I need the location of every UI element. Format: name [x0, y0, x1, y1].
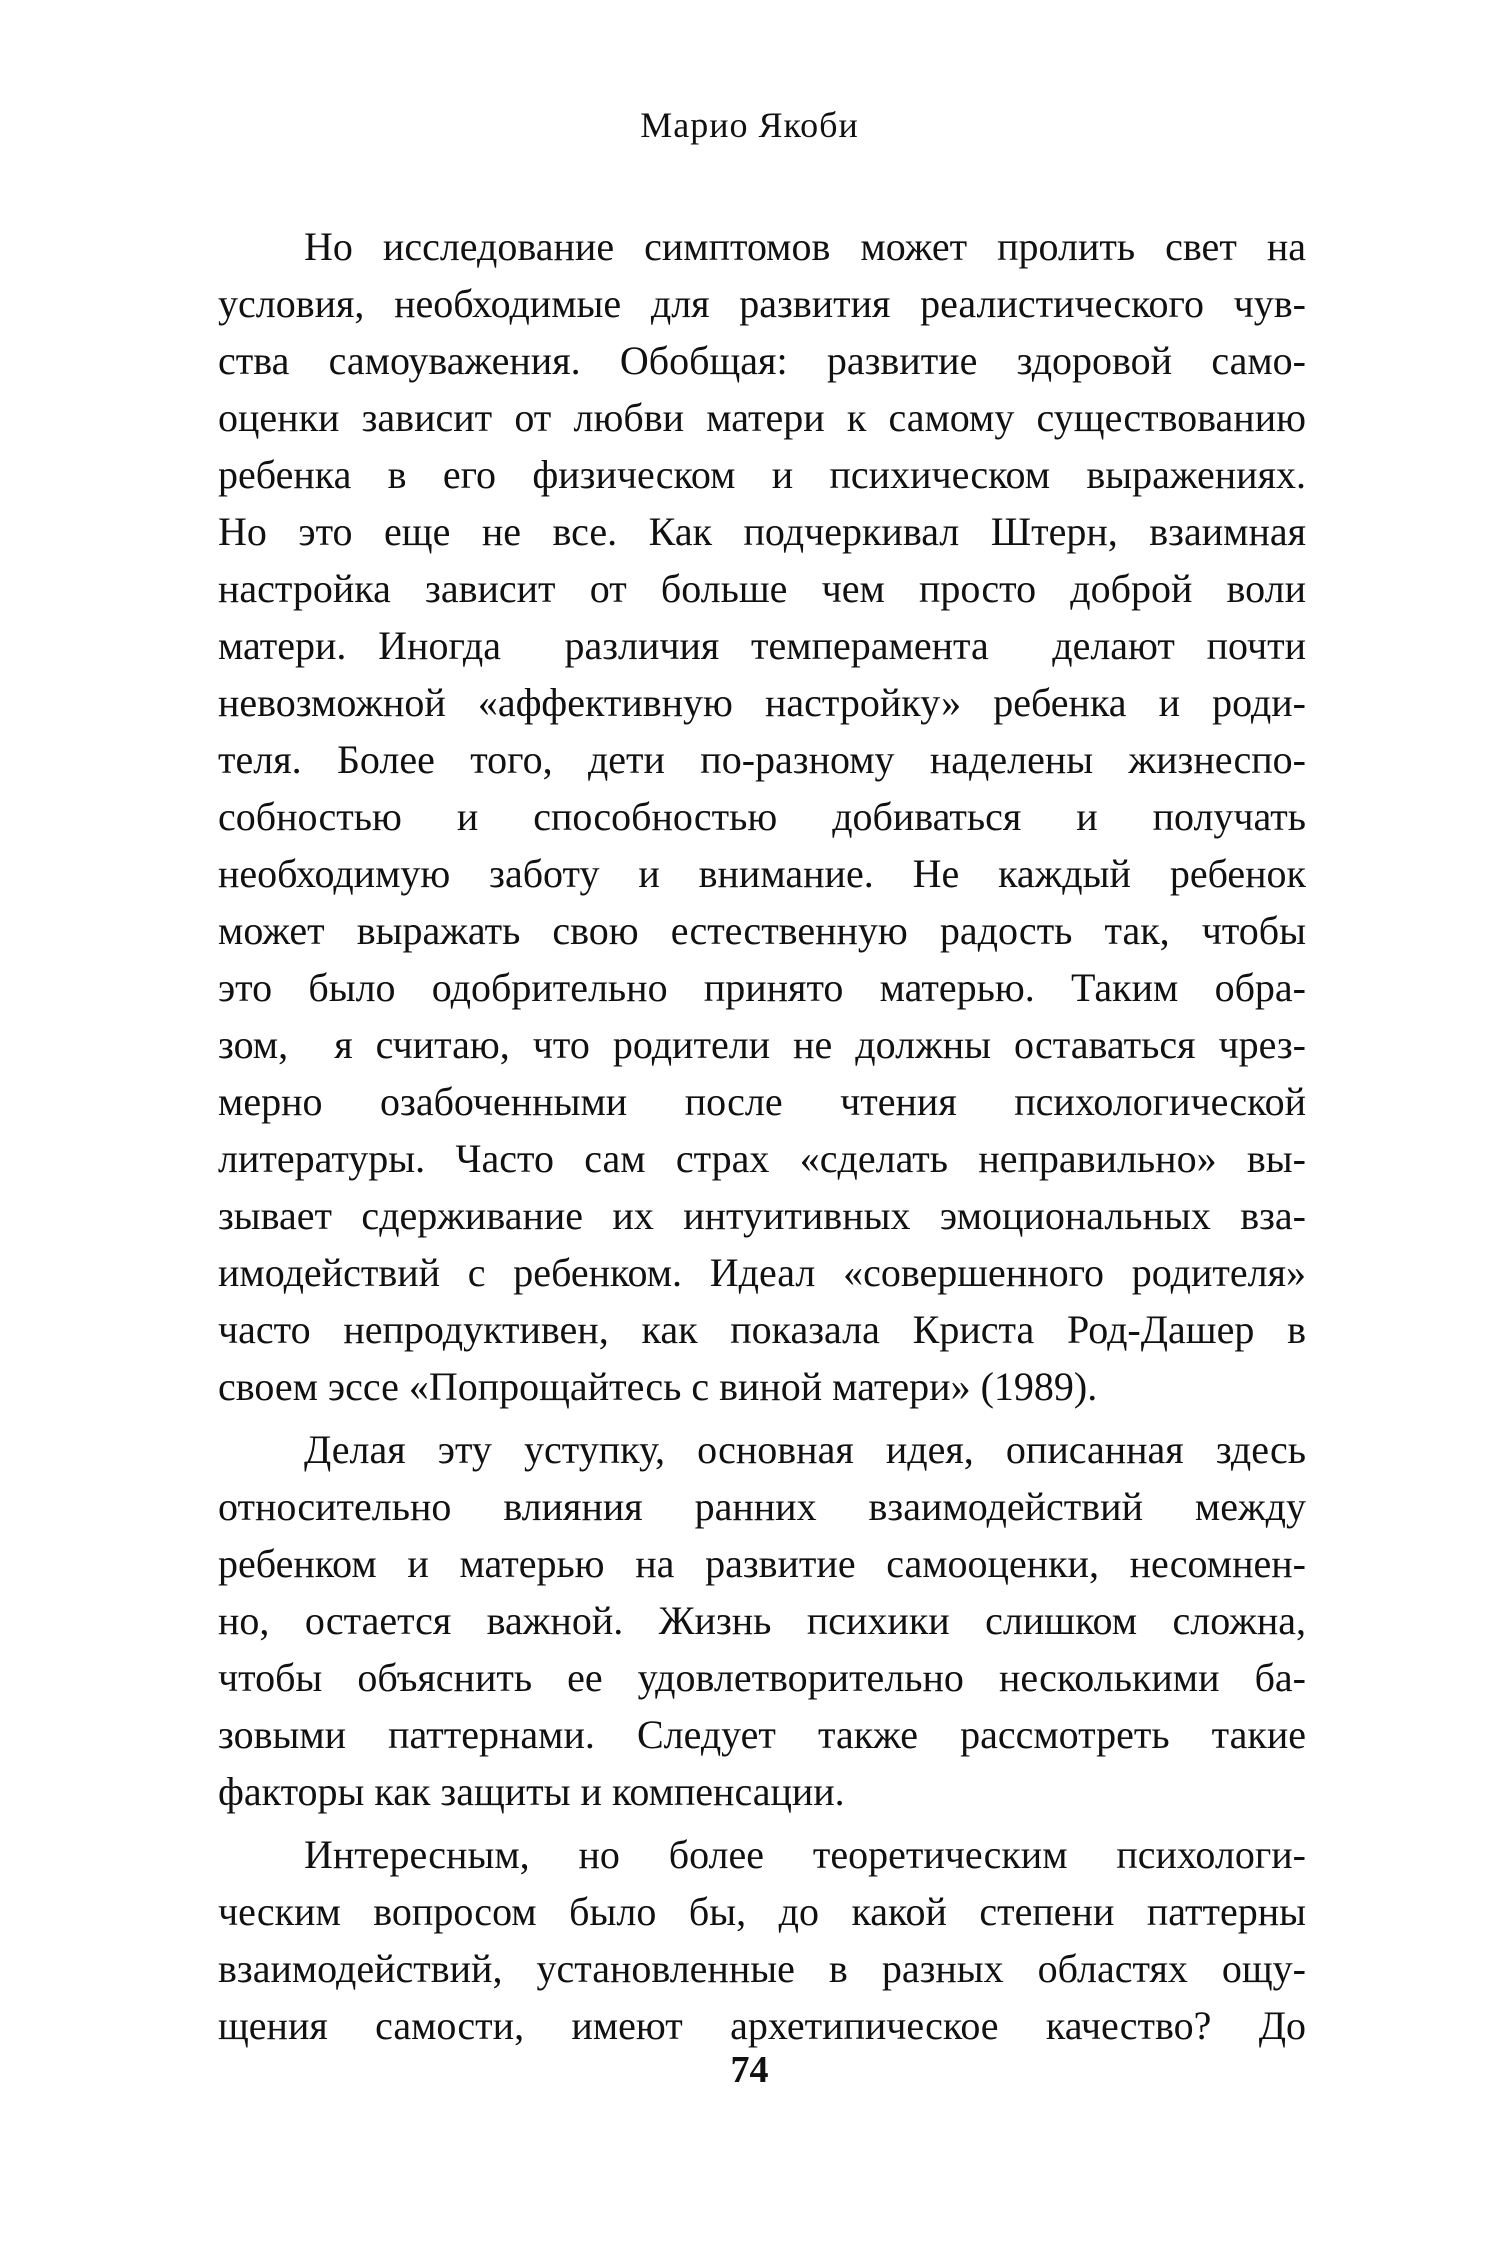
text-line: мерно озабоченными после чтения психологической: [218, 1079, 1306, 1124]
text-line: условия, необходимые для развития реалистического чув-: [218, 281, 1306, 326]
text-line: настройка зависит от больше чем просто доброй воли: [218, 566, 1306, 611]
paragraph: [218, 218, 1306, 1415]
text-line: зом, я считаю, что родители не должны оставаться чрез-: [218, 1022, 1306, 1067]
text-line: относительно влияния ранних взаимодействий между: [218, 1484, 1306, 1529]
text-line: зовыми паттернами. Следует также рассмотреть такие: [218, 1712, 1306, 1757]
paragraph: [218, 1421, 1306, 1820]
text-line: чтобы объяснить ее удовлетворительно несколькими ба-: [218, 1655, 1306, 1700]
text-line: оценки зависит от любви матери к самому существованию: [218, 395, 1306, 440]
page-number: 74: [730, 2049, 769, 2091]
text-line: необходимую заботу и внимание. Не каждый ребенок: [218, 851, 1306, 896]
text-line: часто непродуктивен, как показала Криста Род-Дашер в: [218, 1307, 1306, 1352]
text-line: литературы. Часто сам страх «сделать неправильно» вы-: [218, 1136, 1306, 1181]
paragraph: [218, 1826, 1306, 2054]
text-line: факторы как защиты и компенсации.: [218, 1769, 845, 1814]
text-line: собностью и способностью добиваться и получать: [218, 794, 1306, 839]
text-line: щения самости, имеют архетипическое качество? До: [218, 2003, 1306, 2048]
text-line: взаимодействий, установленные в разных областях ощу-: [218, 1946, 1306, 1991]
running-head: Марио Якоби: [640, 105, 859, 145]
text-line: это было одобрительно принято матерью. Таким обра-: [218, 965, 1306, 1010]
text-line: Делая эту уступку, основная идея, описанная здесь: [304, 1427, 1306, 1472]
text-line: теля. Более того, дети по-разному наделены жизнеспо-: [218, 737, 1306, 782]
text-line: ческим вопросом было бы, до какой степени паттерны: [218, 1889, 1306, 1934]
text-line: ребенком и матерью на развитие самооценки, несомнен-: [218, 1541, 1306, 1586]
text-line: ства самоуважения. Обобщая: развитие здоровой само-: [218, 338, 1306, 383]
body-text: [218, 218, 1306, 2054]
text-line: Но исследование симптомов может пролить свет на: [304, 224, 1306, 269]
text-line: своем эссе «Попрощайтесь с виной матери» (1989).: [218, 1364, 1098, 1409]
text-line: ребенка в его физическом и психическом выражениях.: [218, 452, 1306, 497]
text-line: матери. Иногда различия темперамента делают почти: [218, 623, 1306, 668]
text-line: невозможной «аффективную настройку» ребенка и роди-: [218, 680, 1306, 725]
text-line: Интересным, но более теоретическим психологи-: [304, 1832, 1306, 1877]
text-line: имодействий с ребенком. Идеал «совершенного родителя»: [218, 1250, 1306, 1295]
text-line: зывает сдерживание их интуитивных эмоциональных вза-: [218, 1193, 1306, 1238]
text-line: Но это еще не все. Как подчеркивал Штерн, взаимная: [218, 509, 1306, 554]
text-line: может выражать свою естественную радость так, чтобы: [218, 908, 1306, 953]
text-line: но, остается важной. Жизнь психики слишком сложна,: [218, 1598, 1306, 1643]
